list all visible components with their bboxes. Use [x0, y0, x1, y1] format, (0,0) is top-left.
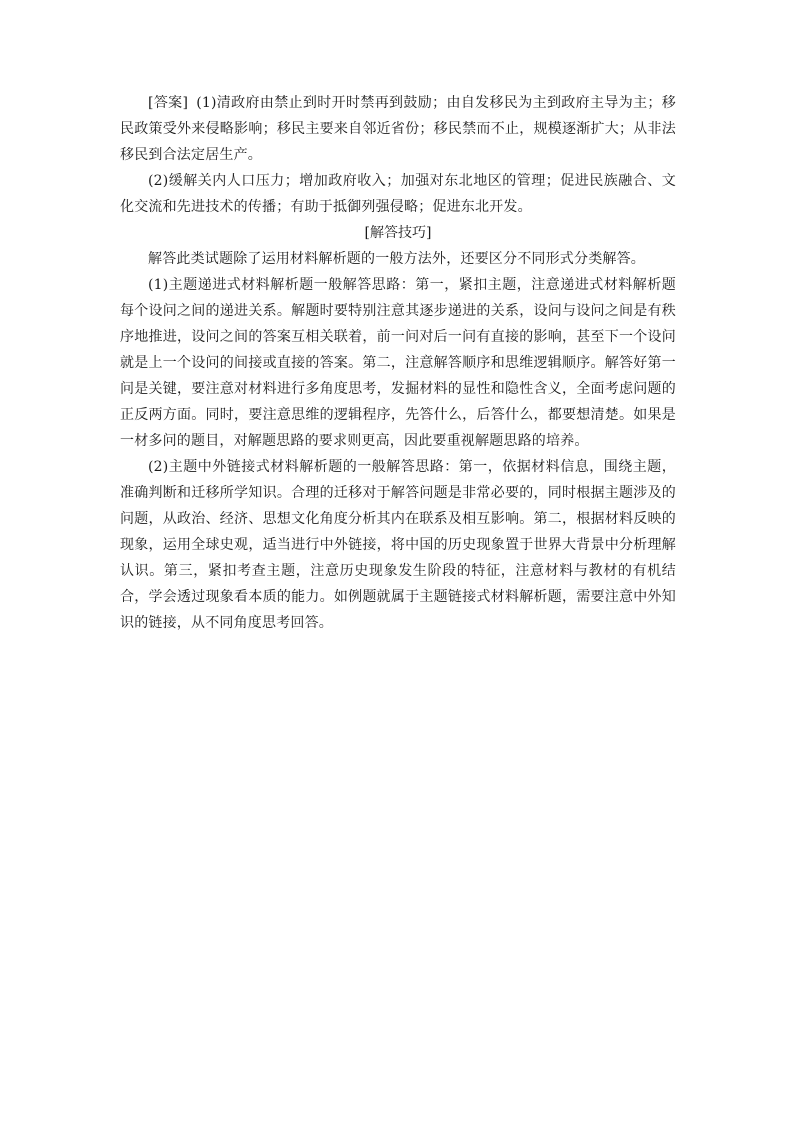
tips-heading: [解答技巧]: [364, 225, 432, 241]
answer-paragraph-2: (2)缓解关内人口压力；增加政府收入；加强对东北地区的管理；促进民族融合、文化交流和先进技术的传播；有助于抵御列强侵略；促进东北开发。: [120, 173, 676, 215]
answer-part-1: (1)清政府由禁止到时开时禁再到鼓励；由自发移民为主到政府主导为主；移民政策受外来侵略影响；移民主要来自邻近省份；移民禁而不止，规模逐渐扩大；从非法移民到合法定居生产。: [120, 95, 676, 163]
answer-tag: [答案]: [148, 95, 189, 111]
answer-paragraph-1: [120, 90, 676, 168]
tips-point-1: (1)主题递进式材料解析题一般解答思路：第一，紧扣主题，注意递进式材料解析题每个设问之间的递进关系。解题时要特别注意其逐步递进的关系，设问与设问之间是有秩序地推进，设问之间的答案互相关联着，前一问对后一问有直接的影响，甚至下一个设问就是上一个设问的间接或直接的答案。第二，注意解答顺序和思维逻辑顺序。解答好第一问是关键，要注意对材料进行多角度思考，发掘材料的显性和隐性含义，全面考虑问题的正反两方面。同时，要注意思维的逻辑程序，先答什么，后答什么，都要想清楚。如果是一材多问的题目，对解题思路的要求则更高，因此要重视解题思路的培养。: [120, 277, 676, 449]
document-page: [120, 90, 676, 636]
tips-intro: 解答此类试题除了运用材料解析题的一般方法外，还要区分不同形式分类解答。: [148, 251, 645, 267]
tips-point-2: (2)主题中外链接式材料解析题的一般解答思路：第一，依据材料信息，围绕主题，准确判断和迁移所学知识。合理的迁移对于解答问题是非常必要的，同时根据主题涉及的问题，从政治、经济、思想文化角度分析其内在联系及相互影响。第二，根据材料反映的现象，运用全球史观，适当进行中外链接，将中国的历史现象置于世界大背景中分析理解认识。第三，紧扣考查主题，注意历史现象发生阶段的特征，注意材料与教材的有机结合，学会透过现象看本质的能力。如例题就属于主题链接式材料解析题，需要注意中外知识的链接，从不同角度思考回答。: [120, 459, 676, 631]
